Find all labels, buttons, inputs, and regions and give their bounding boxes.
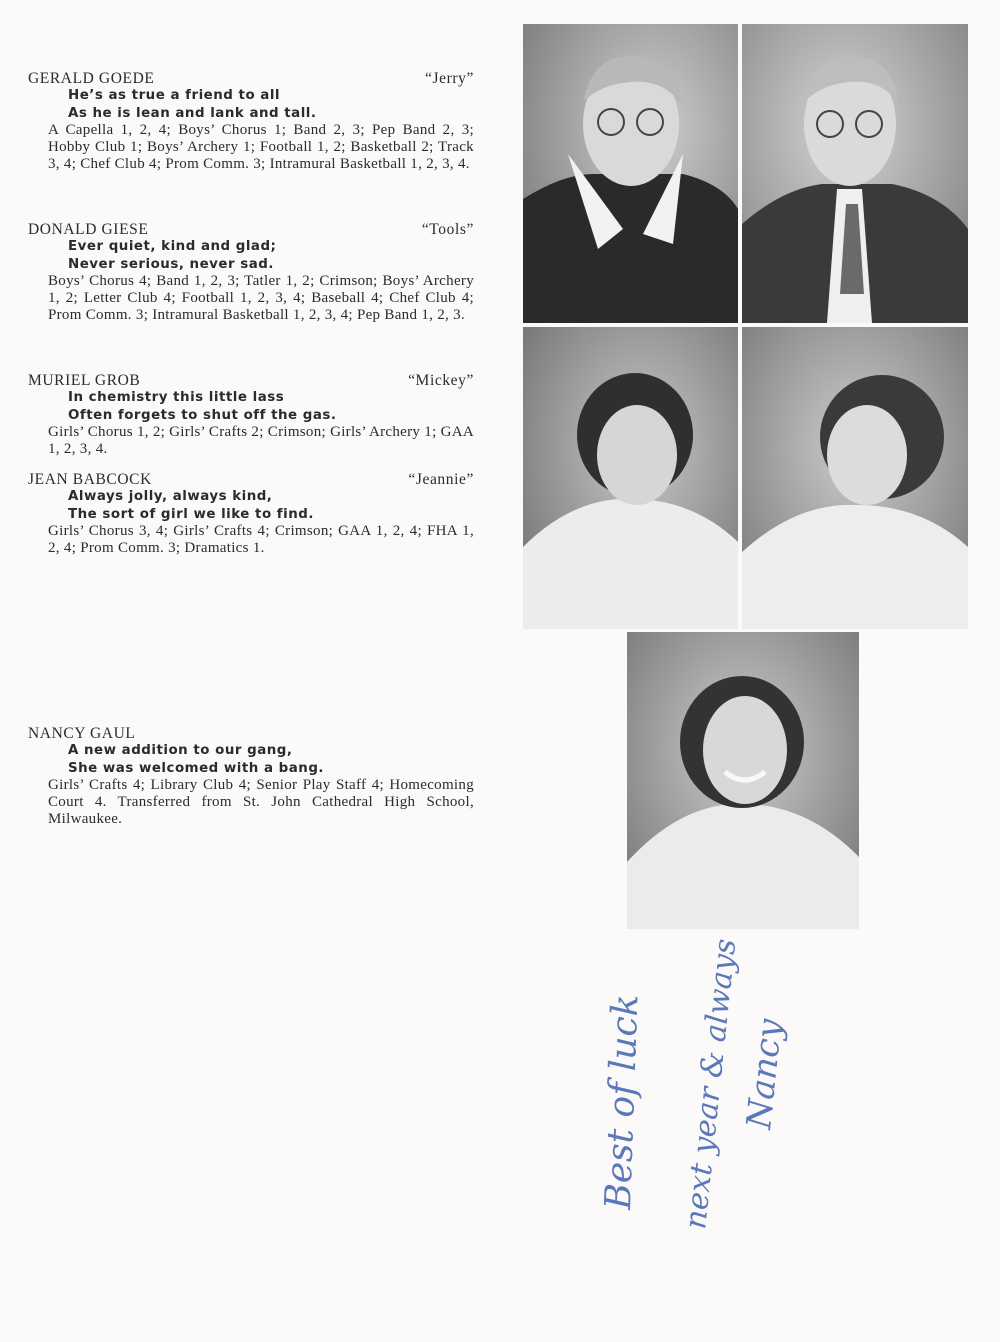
portrait-jean-babcock — [742, 327, 968, 629]
student-name: MURIEL GROB — [28, 372, 141, 389]
student-entry-gerald-goede — [28, 70, 474, 173]
inscription-line: Best of luck — [598, 993, 647, 1211]
verse-line: Often forgets to shut off the gas. — [68, 407, 337, 423]
student-entry-muriel-grob — [28, 372, 474, 458]
verse-line: Never serious, never sad. — [68, 256, 274, 272]
student-name: DONALD GIESE — [28, 221, 149, 238]
student-verse — [28, 238, 474, 273]
handwritten-inscription — [560, 900, 820, 1240]
verse-line: Always jolly, always kind, — [68, 489, 273, 505]
verse-line: A new addition to our gang, — [68, 743, 293, 759]
portrait-nancy-gaul — [627, 632, 859, 929]
verse-line: He’s as true a friend to all — [68, 88, 281, 104]
student-verse — [28, 87, 474, 122]
portrait-gerald-goede — [523, 24, 738, 323]
student-activities: Boys’ Chorus 4; Band 1, 2, 3; Tatler 1, 2; Crimson; Boys’ Archery 1, 2; Letter Club 4; Football 1, 2, 3, 4; Baseball 4; Chef Club 4; Prom Comm. 3; Intramural Basketball 1, 2, 3, 4; Pep Band 1, 2, 3. — [48, 272, 474, 324]
student-name: JEAN BABCOCK — [28, 471, 152, 488]
student-activities: Girls’ Crafts 4; Library Club 4; Senior Play Staff 4; Homecoming Court 4. Transferred from St. John Cathedral High School, Milwaukee. — [48, 776, 474, 828]
inscription-line: Nancy — [739, 1017, 791, 1131]
verse-line: The sort of girl we like to find. — [68, 506, 314, 522]
student-entry-nancy-gaul — [28, 725, 474, 828]
student-entry-donald-giese — [28, 221, 474, 324]
verse-line: In chemistry this little lass — [68, 390, 285, 406]
student-nickname: “Jerry” — [425, 70, 474, 87]
verse-line: As he is lean and lank and tall. — [68, 105, 317, 121]
verse-line: She was welcomed with a bang. — [68, 760, 325, 776]
student-nickname: “Mickey” — [408, 372, 474, 389]
student-nickname: “Jeannie” — [408, 471, 474, 488]
student-nickname: “Tools” — [421, 221, 474, 238]
student-activities: Girls’ Chorus 1, 2; Girls’ Crafts 2; Crimson; Girls’ Archery 1; GAA 1, 2, 3, 4. — [48, 423, 474, 457]
student-verse — [28, 742, 474, 777]
student-activities: A Capella 1, 2, 4; Boys’ Chorus 1; Band 2, 3; Pep Band 2, 3; Hobby Club 1; Boys’ Archery 1; Football 1, 2; Basketball 2; Track 3, 4; Chef Club 4; Prom Comm. 3; Intramural Basketball 1, 2, 3, 4. — [48, 121, 474, 173]
verse-line: Ever quiet, kind and glad; — [68, 239, 277, 255]
student-verse — [28, 389, 474, 424]
student-name: GERALD GOEDE — [28, 70, 155, 87]
student-name: NANCY GAUL — [28, 725, 136, 742]
portrait-muriel-grob — [523, 327, 738, 629]
inscription-line: next year & always — [678, 937, 744, 1231]
portrait-donald-giese — [742, 24, 968, 323]
student-verse — [28, 488, 474, 523]
student-activities: Girls’ Chorus 3, 4; Girls’ Crafts 4; Crimson; GAA 1, 2, 4; FHA 1, 2, 4; Prom Comm. 3; Dramatics 1. — [48, 522, 474, 556]
student-entry-jean-babcock — [28, 471, 474, 557]
